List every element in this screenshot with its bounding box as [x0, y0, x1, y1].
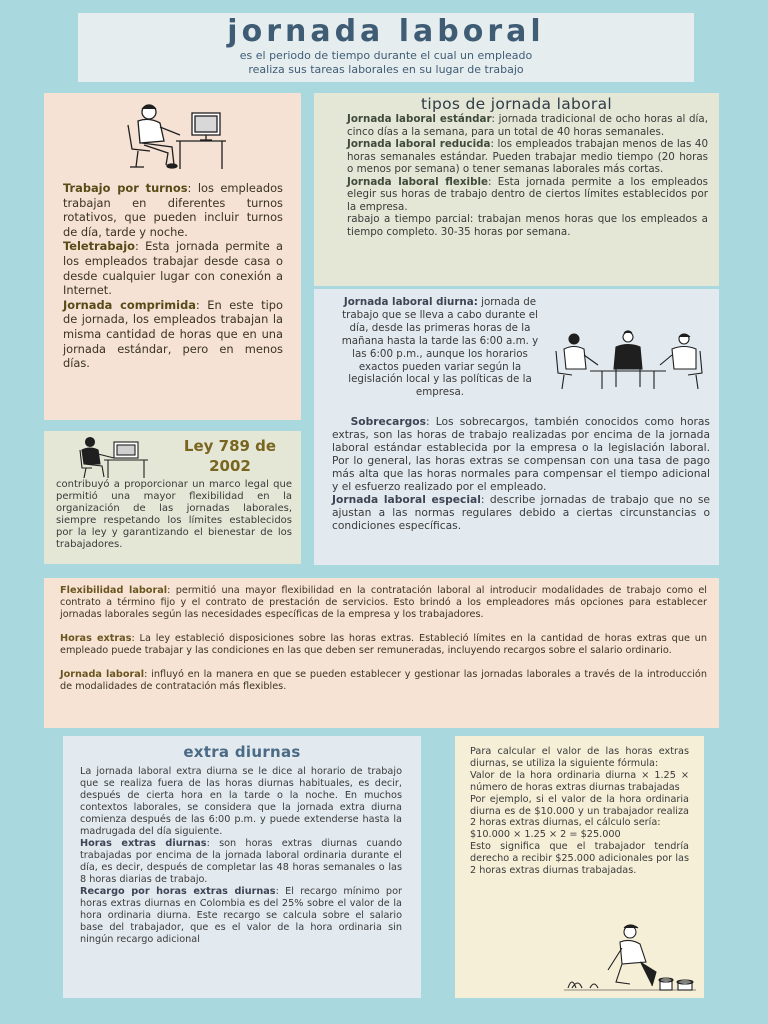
- extra-daytime-title: extra diurnas: [183, 743, 301, 761]
- extra-daytime-text: [80, 766, 402, 946]
- workday-label: Jornada laboral: [60, 669, 145, 680]
- part-time-text: rabajo a tiempo parcial: trabajan menos horas que los empleados a tiempo completo. 30-35 horas por semana.: [347, 213, 708, 238]
- reduced-workday-text: : los empleados trabajan menos de las 40 horas semanales estándar. Pueden trabajar medio tiempo (20 horas o menos por semana) o tener semanas laborales más cortas.: [347, 138, 708, 175]
- flexible-workday-text: : Esta jornada permite a los empleados elegir sus horas de trabajo dentro de ciertos límites establecidos por la empresa.: [347, 175, 708, 213]
- standard-workday-text: : jornada tradicional de ocho horas al día, cinco días a la semana, para un total de 40 horas semanales.: [347, 113, 708, 138]
- daytime-overtime-text: : son horas extras diurnas cuando trabajadas por encima de la jornada laboral ordinaria durante el día, es decir, después de completar las 48 horas semanales o las 8 horas diarias de trabajo.: [80, 838, 403, 885]
- telework-label: Teletrabajo: [63, 239, 135, 254]
- standard-workday-label: Jornada laboral estándar: [347, 113, 492, 125]
- formula-expression: Valor de la hora ordinaria diurna × 1.25 × número de horas extras diurnas trabajadas: [470, 769, 689, 793]
- special-workday-text: : describe jornadas de trabajo que no se ajustan a las normas regulares debido a ciertas circunstancias o condiciones específicas.: [332, 493, 710, 532]
- labor-flexibility-paragraph: [60, 585, 707, 621]
- daytime-overtime-label: Horas extras diurnas: [80, 838, 207, 849]
- overtime-surcharge-text: : El recargo mínimo por horas extras diurnas en Colombia es del 25% sobre el valor de la hora ordinaria diurna. Este recargo se calcula sobre el salario base del trabajador, que es el valor de la hora ordinaria sin ningún recargo adicional: [80, 886, 402, 945]
- person-at-computer-illustration: [114, 99, 229, 171]
- formula-conclusion: Esto significa que el trabajador tendría derecho a recibir $25.000 adicionales por las 2 horas extras diurnas trabajadas.: [470, 841, 689, 877]
- formula-example: Por ejemplo, si el valor de la hora ordinaria diurna es de $10.000 y un trabajador realiza 2 horas extras diurnas, el cálculo sería:: [470, 793, 689, 829]
- law-789-title: Ley 789 de 2002: [183, 437, 277, 475]
- workday-paragraph: [60, 669, 707, 693]
- formula-text: [470, 746, 689, 877]
- reduced-workday-label: Jornada laboral reducida: [347, 138, 491, 150]
- labor-flexibility-label: Flexibilidad laboral: [60, 585, 168, 596]
- law-effects-card: [44, 578, 719, 728]
- labor-flexibility-text: : permitió una mayor flexibilidad en la contratación laboral al introducir modalidades de trabajo como el contrato a término fijo y el contrato de prestación de servicios. Esto brindó a los empleadores más opciones para establecer jornadas laborales según las necesidades específicas de la empresa y los trabajadores.: [60, 585, 707, 620]
- overtime-label: Horas extras: [60, 633, 132, 644]
- flexible-workday-label: Jornada laboral flexible: [347, 175, 488, 188]
- telework-text: : Esta jornada permite a los empleados trabajar desde casa o desde cualquier lugar con conexión a Internet.: [63, 239, 283, 298]
- compressed-work-text: : En este tipo de jornada, los empleados trabajan la misma cantidad de horas que en una jornada estándar, pero en menos días.: [63, 297, 283, 371]
- daytime-workday-description: jornada de trabajo que se lleva a cabo durante el día, desde las primeras horas de la mañana hasta la tarde las 6:00 a.m. y las 6:00 p.m., aunque los horarios exactos pueden variar según la legislación local y las políticas de la empresa.: [341, 296, 539, 399]
- shift-work-text: : los empleados trabajan en diferentes turnos rotativos, que pueden incluir turnos de día, tarde y noche.: [63, 181, 283, 239]
- extra-daytime-intro: La jornada laboral extra diurna se le dice al horario de trabajo que se realiza fuera de las horas diurnas habituales, es decir, después de cierta hora en la tarde o la noche. En muchos contextos laborales, se considera que la jornada extra diurna comienza después de las 6:00 p.m. y puede extenderse hasta la madrugada del día siguiente.: [80, 766, 402, 837]
- workday-types-title: tipos de jornada laboral: [421, 95, 612, 113]
- overtime-paragraph: [60, 633, 707, 657]
- work-modalities-card: [44, 93, 301, 420]
- page-subtitle-line-2: realiza sus tareas laborales en su lugar de trabajo: [248, 63, 524, 76]
- workday-types-card: [314, 93, 719, 286]
- formula-intro: Para calcular el valor de las horas extras diurnas, se utiliza la siguiente fórmula:: [470, 746, 689, 769]
- person-at-desk-illustration: [74, 434, 149, 479]
- daytime-workday-card: [314, 289, 719, 565]
- law-789-text: contribuyó a proporcionar un marco legal que permitió una mayor flexibilidad en la organización de las jornadas laborales, siempre respetando los límites establecidos por la ley y garantizando el bienestar de los trabajadores.: [56, 479, 292, 550]
- work-modalities-text: [63, 181, 283, 371]
- special-workday-label: Jornada laboral especial: [332, 493, 481, 506]
- extra-daytime-card: [63, 736, 421, 998]
- shift-work-label: Trabajo por turnos: [63, 181, 188, 195]
- compressed-work-label: Jornada comprimida: [63, 297, 196, 312]
- law-789-card: [44, 431, 301, 564]
- overtime-special-text: [332, 415, 710, 532]
- formula-card: [455, 736, 704, 998]
- surcharges-text: : Los sobrecargos, también conocidos como horas extras, son las horas de trabajo realizadas por encima de la jornada laboral estándar establecida por la empresa o la legislación laboral. Por lo general, las horas extras se compensan con una tasa de pago más alta que las horas normales para compensar el tiempo adicional y el esfuerzo realizado por el empleado.: [332, 415, 710, 493]
- surcharges-label: Sobrecargos: [350, 415, 426, 428]
- workday-types-text: [347, 113, 708, 238]
- formula-calculation: $10.000 × 1.25 × 2 = $25.000: [470, 829, 621, 841]
- page-subtitle-line-1: es el periodo de tiempo durante el cual un empleado: [239, 49, 533, 62]
- overtime-surcharge-label: Recargo por horas extras diurnas: [80, 886, 276, 897]
- gardener-illustration: [560, 922, 700, 994]
- law-effects-text: [60, 585, 707, 705]
- header-banner: [78, 13, 694, 82]
- meeting-illustration: [550, 329, 710, 391]
- daytime-workday-text: [334, 296, 546, 399]
- page-title: jornada laboral: [227, 14, 545, 49]
- workday-text: : influyó en la manera en que se pueden establecer y gestionar las jornadas laborales a través de la introducción de modalidades de contratación más flexibles.: [60, 669, 707, 692]
- daytime-workday-label: Jornada laboral diurna:: [343, 296, 478, 308]
- overtime-text: : La ley estableció disposiciones sobre las horas extras. Estableció límites en la cantidad de horas extras que un empleado puede trabajar y las condiciones en las que deben ser remuneradas, incluyendo recargos sobre el salario ordinario.: [60, 633, 708, 656]
